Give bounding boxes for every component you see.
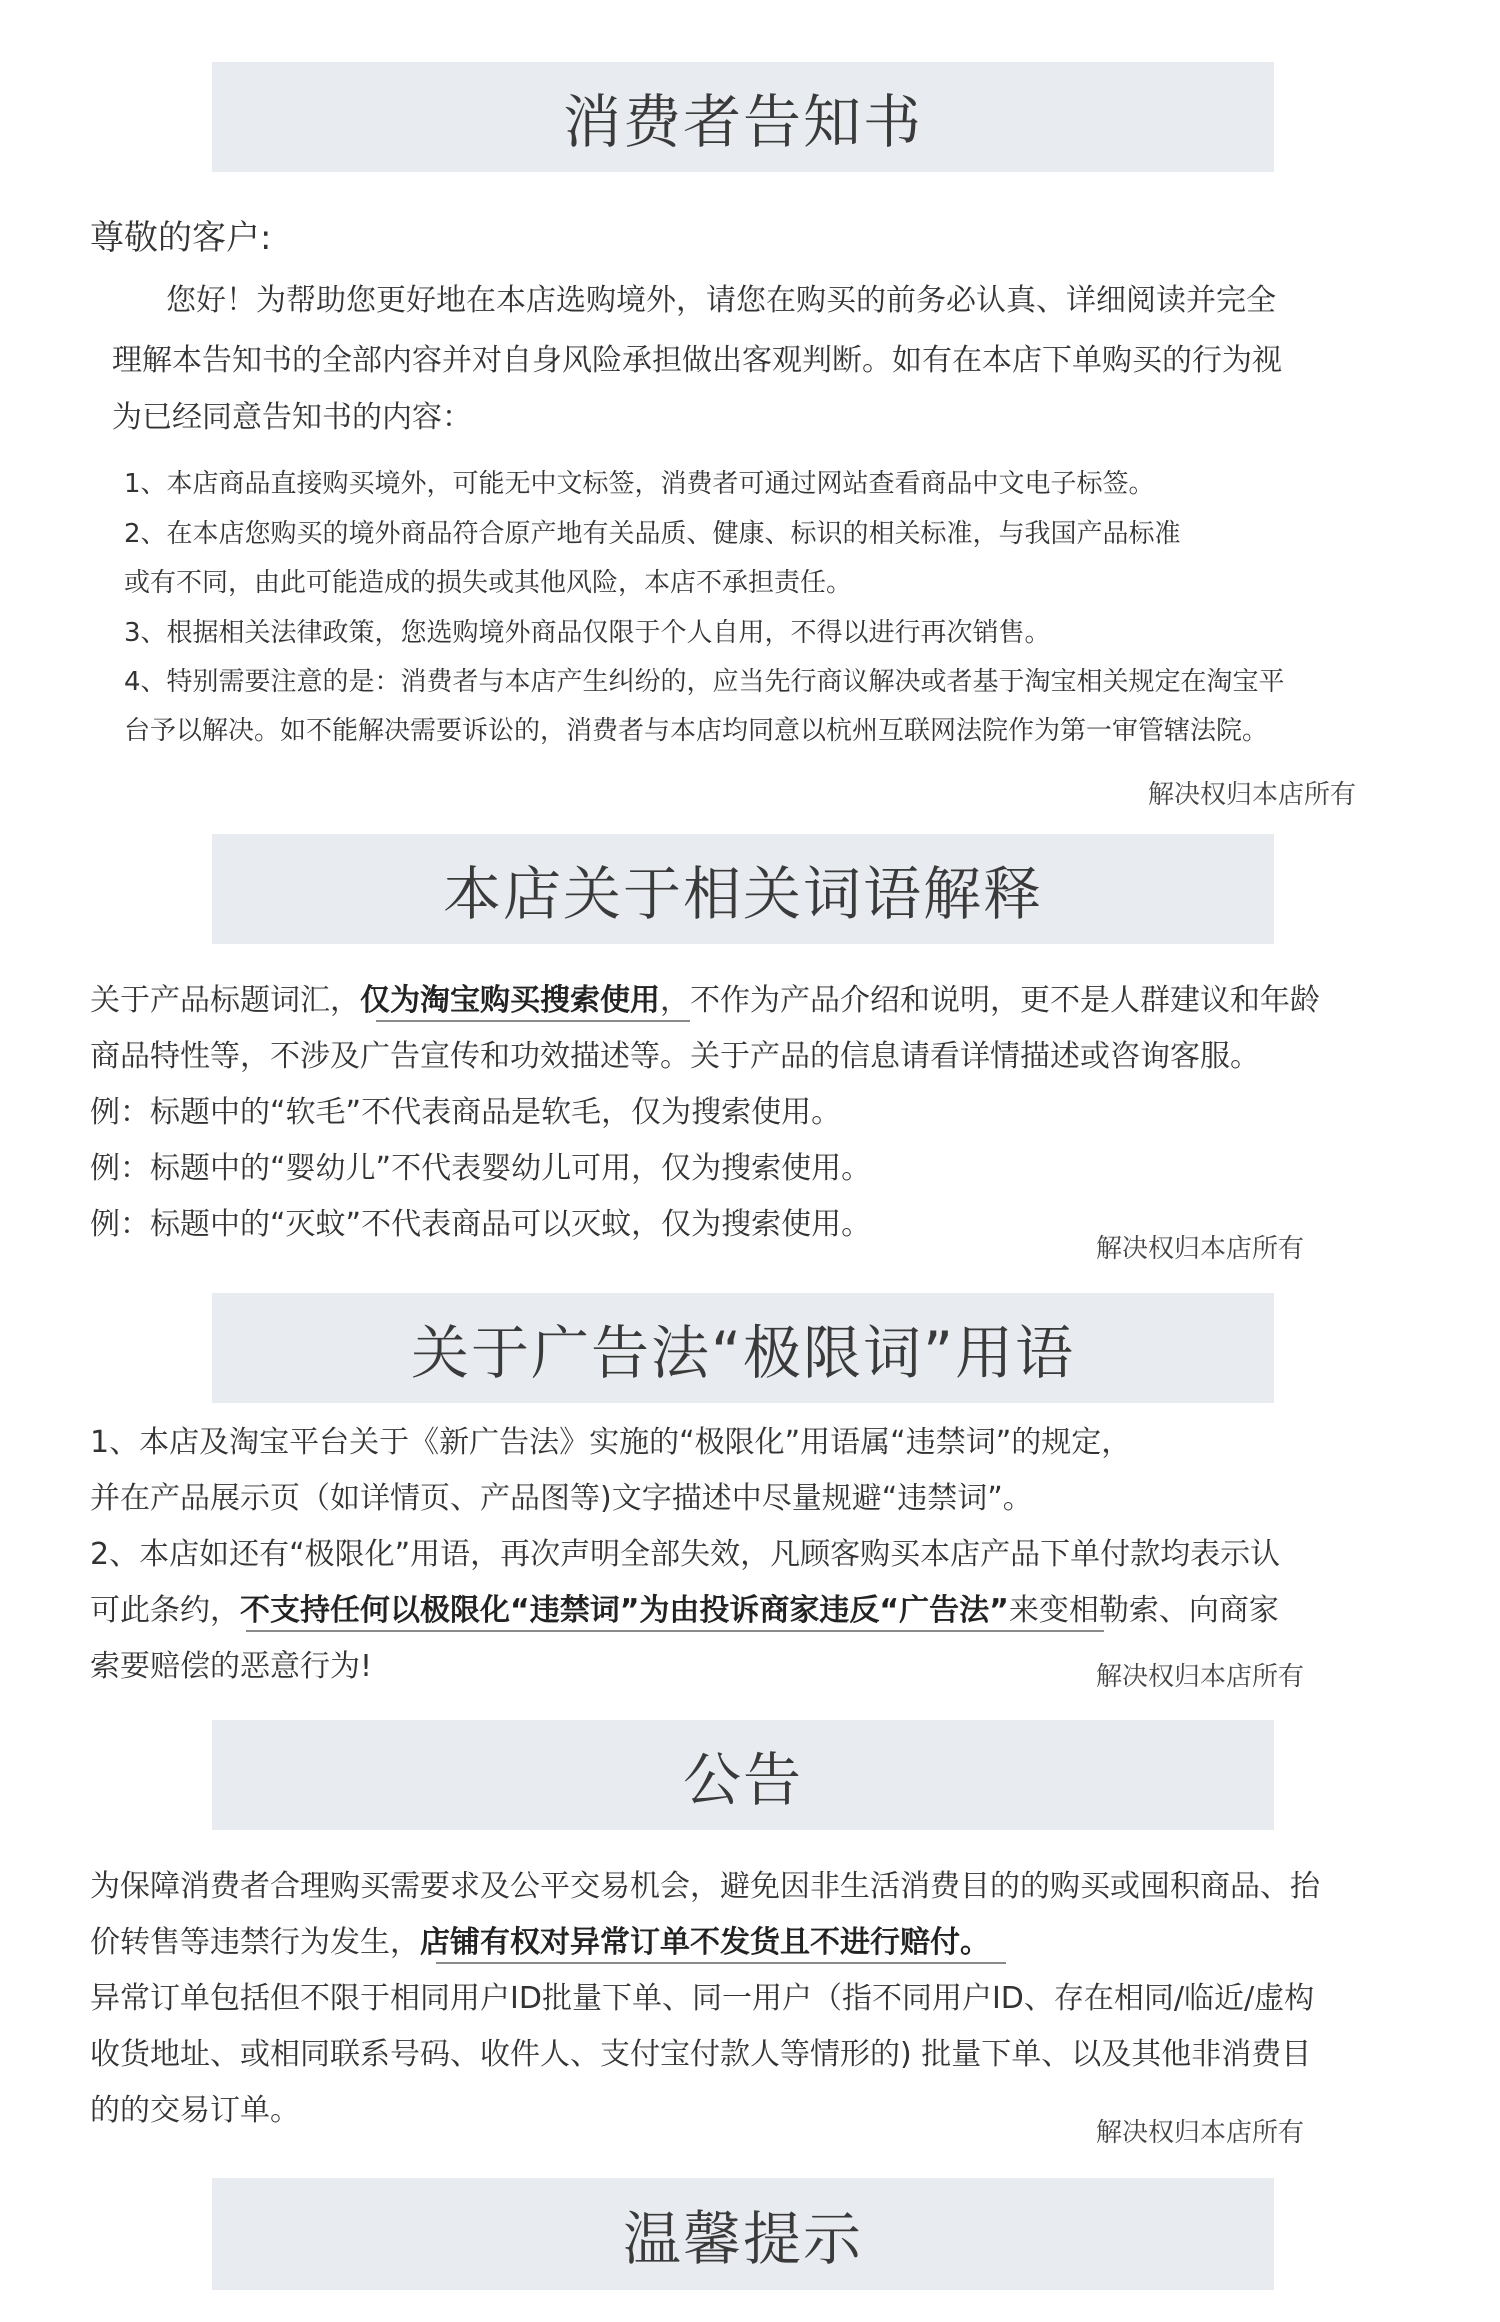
terms-line [90,975,1320,1019]
announcement-line: 异常订单包括但不限于相同用户ID批量下单、同一用户（指不同用户ID、存在相同/临近/虚构 [90,1981,1315,2016]
notice-title: 消费者告知书 [562,88,923,156]
notice-intro-line: 您好！为帮助您更好地在本店选购境外，请您在购买的前务必认真、详细阅读并完全 [166,283,1276,318]
adlaw-line: 并在产品展示页（如详情页、产品图等)文字描述中尽量规避“违禁词”。 [90,1481,1033,1516]
adlaw-line: 索要赔偿的恶意行为! [90,1649,373,1684]
adlaw-signature: 解决权归本店所有 [1096,1662,1305,1692]
adlaw-title: 关于广告法“极限词”用语 [410,1319,1076,1387]
adlaw-line: 1、本店及淘宝平台关于《新广告法》实施的“极限化”用语属“违禁词”的规定， [90,1425,1132,1460]
terms-line-pre: 关于产品标题词汇， [90,983,360,1018]
announcement-emphasis: 店铺有权对异常订单不发货且不进行赔付。 [420,1925,990,1960]
terms-underline [376,1020,690,1022]
notice-intro-line: 理解本告知书的全部内容并对自身风险承担做出客观判断。如有在本店下单购买的行为视 [112,343,1282,378]
tips-title-banner [212,2178,1274,2290]
notice-item: 2、在本店您购买的境外商品符合原产地有关品质、健康、标识的相关标准，与我国产品标准 [124,519,1181,549]
terms-emphasis: 仅为淘宝购买搜索使用 [360,983,660,1018]
tips-title: 温馨提示 [622,2205,863,2273]
terms-example: 例：标题中的“软毛”不代表商品是软毛，仅为搜索使用。 [90,1095,842,1130]
announcement-signature: 解决权归本店所有 [1096,2118,1305,2148]
notice-item: 1、本店商品直接购买境外，可能无中文标签，消费者可通过网站查看商品中文电子标签。 [124,469,1155,499]
adlaw-emphasis: 不支持任何以极限化“违禁词”为由投诉商家违反“广告法” [240,1593,1009,1628]
announcement-line: 为保障消费者合理购买需要求及公平交易机会，避免因非生活消费目的的购买或囤积商品、抬 [90,1869,1320,1904]
announcement-line: 收货地址、或相同联系号码、收件人、支付宝付款人等情形的) 批量下单、以及其他非消费目 [90,2037,1312,2072]
notice-item: 4、特别需要注意的是：消费者与本店产生纠纷的，应当先行商议解决或者基于淘宝相关规定在淘宝平 [124,667,1285,697]
notice-signature: 解决权归本店所有 [1148,780,1357,810]
notice-item: 台予以解决。如不能解决需要诉讼的，消费者与本店均同意以杭州互联网法院作为第一审管辖法院。 [124,716,1269,746]
adlaw-line [90,1585,1279,1629]
notice-title-banner [212,62,1274,172]
notice-intro-line: 为已经同意告知书的内容： [112,400,472,435]
announcement-underline [436,1962,1006,1964]
terms-title-banner [212,834,1274,944]
terms-title: 本店关于相关词语解释 [442,860,1043,928]
terms-line: 商品特性等，不涉及广告宣传和功效描述等。关于产品的信息请看详情描述或咨询客服。 [90,1039,1260,1074]
terms-signature: 解决权归本店所有 [1096,1234,1305,1264]
notice-greeting: 尊敬的客户: [90,218,272,258]
adlaw-line-post: 来变相勒索、向商家 [1008,1593,1279,1628]
adlaw-line: 2、本店如还有“极限化”用语，再次声明全部失效，凡顾客购买本店产品下单付款均表示认 [90,1537,1281,1572]
terms-example: 例：标题中的“灭蚊”不代表商品可以灭蚊，仅为搜索使用。 [90,1207,872,1242]
notice-item: 3、根据相关法律政策，您选购境外商品仅限于个人自用，不得以进行再次销售。 [124,618,1051,648]
adlaw-line-pre: 可此条约， [90,1593,240,1628]
notice-item: 或有不同，由此可能造成的损失或其他风险，本店不承担责任。 [124,568,853,598]
announcement-line: 的的交易订单。 [90,2093,300,2128]
adlaw-title-banner [212,1293,1274,1403]
announcement-line-pre: 价转售等违禁行为发生， [90,1925,420,1960]
terms-line-post: ，不作为产品介绍和说明，更不是人群建议和年龄 [660,983,1320,1018]
terms-example: 例：标题中的“婴幼儿”不代表婴幼儿可用，仅为搜索使用。 [90,1151,872,1186]
announcement-title: 公告 [682,1746,803,1814]
announcement-title-banner [212,1720,1274,1830]
adlaw-underline [246,1630,1104,1632]
announcement-line [90,1917,990,1961]
